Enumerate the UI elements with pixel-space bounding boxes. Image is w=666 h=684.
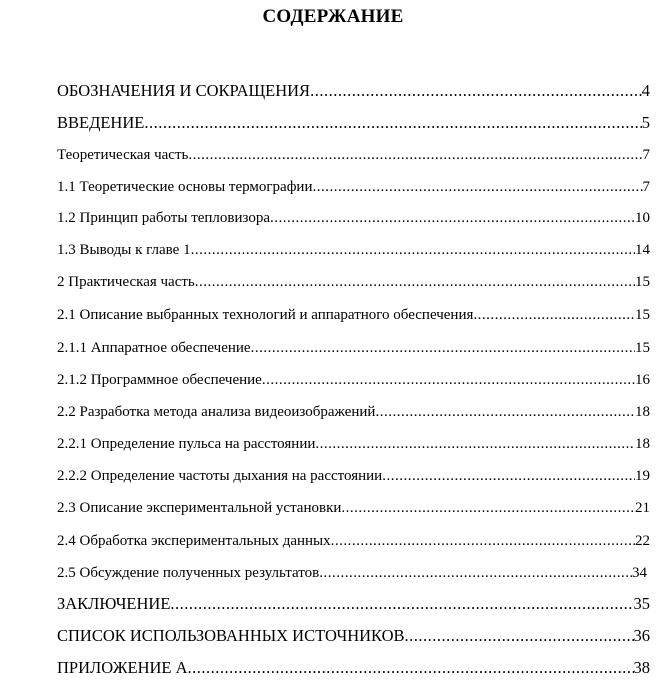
toc-entry [57, 272, 650, 292]
toc-leader [315, 434, 635, 454]
toc-leader [170, 594, 633, 614]
toc-entry-label: 2.2.2 Определение частоты дыхания на расстоянии [57, 468, 383, 484]
toc-entry-label: 2.2.1 Определение пульса на расстоянии [57, 436, 316, 452]
toc-entry-label: 1.2 Принцип работы тепловизора [57, 210, 271, 226]
toc-entry [57, 594, 650, 614]
toc-page-number: 10 [635, 210, 650, 226]
toc-leader [188, 145, 642, 165]
toc-entry [57, 305, 650, 325]
toc-page-number: 16 [635, 372, 650, 388]
toc-entry-label: СПИСОК ИСПОЛЬЗОВАННЫХ ИСТОЧНИКОВ [57, 626, 405, 645]
toc-page-number: 21 [635, 500, 650, 516]
toc-page-number: 34 [632, 565, 647, 581]
toc-leader [341, 498, 635, 518]
toc-entry-label: ПРИЛОЖЕНИЕ А [57, 658, 188, 677]
toc-entry [57, 240, 650, 260]
toc-page-number: 19 [635, 468, 650, 484]
toc-entry-label: 2 Практическая часть [57, 274, 195, 290]
toc-entry [57, 466, 650, 486]
toc-entry [57, 81, 650, 101]
toc-entry-label: 2.4 Обработка экспериментальных данных [57, 533, 331, 549]
toc-entry [57, 498, 650, 518]
toc-leader [191, 240, 635, 260]
toc-page-number: 15 [635, 307, 650, 323]
toc-entry-label: ОБОЗНАЧЕНИЯ И СОКРАЩЕНИЯ [57, 81, 311, 100]
toc-leader [319, 563, 632, 583]
toc-entry [57, 113, 650, 133]
toc-entry [57, 208, 650, 228]
toc-leader [195, 272, 635, 292]
toc-leader [405, 626, 634, 646]
page-title: СОДЕРЖАНИЕ [262, 6, 404, 27]
toc-entry [57, 563, 647, 583]
toc-entry-label: ЗАКЛЮЧЕНИЕ [57, 594, 171, 613]
toc-entry [57, 626, 650, 646]
toc-entry [57, 531, 650, 551]
toc-page-number: 5 [641, 113, 650, 132]
toc-entry-label: 2.1.2 Программное обеспечение [57, 372, 262, 388]
toc-leader [270, 208, 635, 228]
toc-leader [310, 81, 642, 101]
toc-entry-label: 2.2 Разработка метода анализа видеоизображений [57, 404, 376, 420]
toc-entry [57, 402, 650, 422]
toc-leader [144, 113, 641, 133]
toc-page-number: 15 [635, 340, 650, 356]
toc-page-number: 18 [635, 404, 650, 420]
toc-entry [57, 434, 650, 454]
toc-page-number: 4 [641, 81, 650, 100]
toc-page-number: 7 [642, 179, 650, 195]
toc-leader [375, 402, 635, 422]
toc-page-number: 35 [633, 594, 650, 613]
toc-entry-label: 2.5 Обсуждение полученных результатов [57, 565, 320, 581]
toc-entry-label: 2.1 Описание выбранных технологий и аппаратного обеспечения [57, 307, 474, 323]
toc-entry-label: ВВЕДЕНИЕ [57, 113, 145, 132]
toc-leader [331, 531, 635, 551]
toc-leader [473, 305, 635, 325]
toc-page-number: 38 [633, 658, 650, 677]
toc-entry-label: 1.1 Теоретические основы термографии [57, 179, 313, 195]
toc-page-number: 18 [635, 436, 650, 452]
toc-page-number: 7 [642, 147, 650, 163]
toc-leader [188, 658, 634, 678]
toc-page-number: 22 [635, 533, 650, 549]
toc-leader [262, 370, 635, 390]
toc-entry [57, 145, 650, 165]
toc-entry-label: 1.3 Выводы к главе 1 [57, 242, 191, 258]
toc-page-number: 15 [635, 274, 650, 290]
toc-entry-label: 2.1.1 Аппаратное обеспечение [57, 340, 251, 356]
toc-leader [251, 338, 635, 358]
toc-entry-label: Теоретическая часть [57, 147, 189, 163]
toc-page-number: 36 [633, 626, 650, 645]
toc-page-number: 14 [635, 242, 650, 258]
toc-entry [57, 338, 650, 358]
toc-entry [57, 370, 650, 390]
toc-entry [57, 177, 650, 197]
toc-leader [382, 466, 635, 486]
toc-entry [57, 658, 650, 678]
toc-leader [312, 177, 642, 197]
toc-entry-label: 2.3 Описание экспериментальной установки [57, 500, 342, 516]
